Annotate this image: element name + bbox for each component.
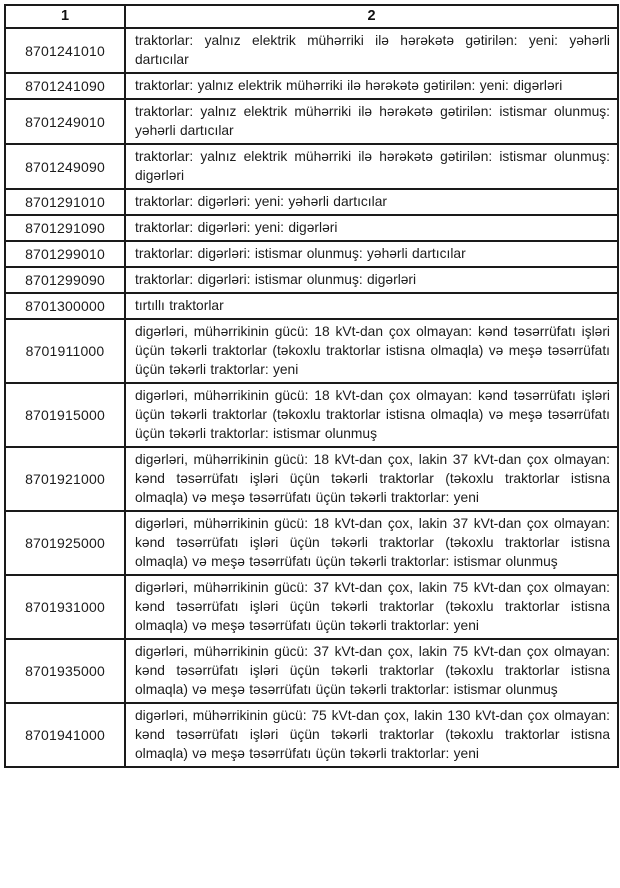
code-cell: 8701941000 xyxy=(5,703,125,767)
table-row xyxy=(5,447,618,511)
code-cell: 8701249010 xyxy=(5,99,125,144)
code-cell: 8701915000 xyxy=(5,383,125,447)
code-cell: 8701241010 xyxy=(5,28,125,73)
table-row xyxy=(5,383,618,447)
code-cell: 8701249090 xyxy=(5,144,125,189)
description-cell: traktorlar: digərləri: yeni: digərləri xyxy=(125,215,618,241)
code-cell: 8701291010 xyxy=(5,189,125,215)
description-cell: traktorlar: yalnız elektrik mühərriki ilə hərəkətə gətirilən: yeni: digərləri xyxy=(125,73,618,99)
table-row xyxy=(5,144,618,189)
hs-code-table xyxy=(4,4,619,768)
table-row xyxy=(5,241,618,267)
table-row xyxy=(5,319,618,383)
description-cell: digərləri, mühərrikinin gücü: 75 kVt-dan çox, lakin 130 kVt-dan çox olmayan: kənd təsərrüfatı işləri üçün təkərli traktorlar (təkoxlu traktorlar istisna olmaqla) və meşə təsərrüfatı üçün təkərli traktorlar: yeni xyxy=(125,703,618,767)
description-cell: traktorlar: yalnız elektrik mühərriki ilə hərəkətə gətirilən: istismar olunmuş: digərləri xyxy=(125,144,618,189)
table-row xyxy=(5,575,618,639)
description-cell: traktorlar: digərləri: istismar olunmuş: digərləri xyxy=(125,267,618,293)
code-cell: 8701299090 xyxy=(5,267,125,293)
code-cell: 8701935000 xyxy=(5,639,125,703)
code-cell: 8701291090 xyxy=(5,215,125,241)
description-cell: traktorlar: yalnız elektrik mühərriki ilə hərəkətə gətirilən: yeni: yəhərli dartıcılar xyxy=(125,28,618,73)
code-cell: 8701931000 xyxy=(5,575,125,639)
table-row xyxy=(5,73,618,99)
header-row xyxy=(5,5,618,28)
code-cell: 8701300000 xyxy=(5,293,125,319)
code-cell: 8701925000 xyxy=(5,511,125,575)
table-row xyxy=(5,189,618,215)
description-cell: traktorlar: digərləri: istismar olunmuş: yəhərli dartıcılar xyxy=(125,241,618,267)
table-row xyxy=(5,28,618,73)
table-row xyxy=(5,293,618,319)
description-cell: digərləri, mühərrikinin gücü: 37 kVt-dan çox, lakin 75 kVt-dan çox olmayan: kənd təsərrüfatı işləri üçün təkərli traktorlar (təkoxlu traktorlar istisna olmaqla) və meşə təsərrüfatı üçün təkərli traktorlar: istismar olunmuş xyxy=(125,639,618,703)
table-row xyxy=(5,639,618,703)
description-cell: digərləri, mühərrikinin gücü: 18 kVt-dan çox, lakin 37 kVt-dan çox olmayan: kənd təsərrüfatı işləri üçün təkərli traktorlar (təkoxlu traktorlar istisna olmaqla) və meşə təsərrüfatı üçün təkərli traktorlar: yeni xyxy=(125,447,618,511)
description-cell: tırtıllı traktorlar xyxy=(125,293,618,319)
code-cell: 8701241090 xyxy=(5,73,125,99)
code-cell: 8701299010 xyxy=(5,241,125,267)
column-header-description: 2 xyxy=(125,5,618,28)
description-cell: traktorlar: yalnız elektrik mühərriki ilə hərəkətə gətirilən: istismar olunmuş: yəhərli dartıcılar xyxy=(125,99,618,144)
table-row xyxy=(5,703,618,767)
table-row xyxy=(5,267,618,293)
description-cell: digərləri, mühərrikinin gücü: 37 kVt-dan çox, lakin 75 kVt-dan çox olmayan: kənd təsərrüfatı işləri üçün təkərli traktorlar (təkoxlu traktorlar istisna olmaqla) və meşə təsərrüfatı üçün təkərli traktorlar: yeni xyxy=(125,575,618,639)
description-cell: digərləri, mühərrikinin gücü: 18 kVt-dan çox, lakin 37 kVt-dan çox olmayan: kənd təsərrüfatı işləri üçün təkərli traktorlar (təkoxlu traktorlar istisna olmaqla) və meşə təsərrüfatı üçün təkərli traktorlar: istismar olunmuş xyxy=(125,511,618,575)
table-row xyxy=(5,215,618,241)
column-header-code: 1 xyxy=(5,5,125,28)
code-cell: 8701921000 xyxy=(5,447,125,511)
description-cell: digərləri, mühərrikinin gücü: 18 kVt-dan çox olmayan: kənd təsərrüfatı işləri üçün təkərli traktorlar (təkoxlu traktorlar istisna olmaqla) və meşə təsərrüfatı üçün təkərli traktorlar: yeni xyxy=(125,319,618,383)
description-cell: digərləri, mühərrikinin gücü: 18 kVt-dan çox olmayan: kənd təsərrüfatı işləri üçün təkərli traktorlar (təkoxlu traktorlar istisna olmaqla) və meşə təsərrüfatı üçün təkərli traktorlar: istismar olunmuş xyxy=(125,383,618,447)
table-body xyxy=(5,28,618,767)
table-row xyxy=(5,99,618,144)
description-cell: traktorlar: digərləri: yeni: yəhərli dartıcılar xyxy=(125,189,618,215)
table-row xyxy=(5,511,618,575)
code-cell: 8701911000 xyxy=(5,319,125,383)
